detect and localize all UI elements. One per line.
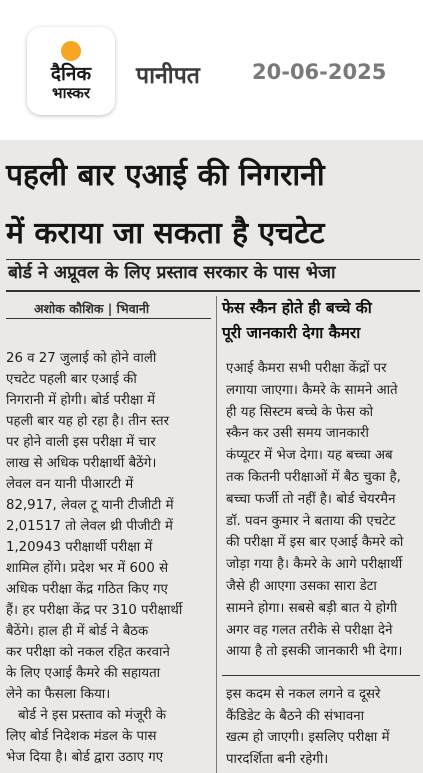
sidebar-body bbox=[226, 358, 422, 663]
body-line: के लिए एआई कैमरे की सहायता bbox=[6, 666, 161, 681]
right-column-continuation bbox=[226, 684, 422, 770]
sidebar-line: एआई कैमरा सभी परीक्षा केंद्रों पर bbox=[226, 361, 387, 376]
sidebar-heading-line: पूरी जानकारी देगा कैमरा bbox=[222, 324, 361, 342]
sidebar-line: लगाया जाएगा। कैमरे के सामने आते bbox=[226, 382, 398, 398]
sidebar-line: तक कितनी परीक्षाओं में बैठ चुका है, bbox=[226, 469, 401, 485]
sidebar-line: स्कैन कर उसी समय जानकारी bbox=[226, 426, 369, 442]
sidebar-bottom-rule bbox=[222, 675, 420, 676]
body-line: पारदर्शिता बनी रहेगी। bbox=[226, 751, 329, 767]
body-line: लिए बोर्ड निदेशक मंडल के पास bbox=[6, 729, 157, 744]
sidebar-line: बच्चा फर्जी तो नहीं है। बोर्ड चेयरमैन bbox=[226, 491, 396, 507]
body-line: भेज दिया है। बोर्ड द्वारा उठाए गए bbox=[6, 750, 164, 765]
body-line: 2,01517 तो लेवल थ्री पीजीटी में bbox=[6, 519, 173, 534]
sidebar-heading bbox=[222, 296, 422, 346]
body-line: 1,20943 परीक्षार्थी परीक्षा में bbox=[6, 540, 153, 555]
newspaper-clipping[interactable] bbox=[0, 140, 423, 773]
body-line: लेवल वन यानी पीआरटी में bbox=[6, 477, 134, 492]
body-line: बोर्ड ने इस प्रस्ताव को मंजूरी के bbox=[18, 708, 167, 723]
byline: अशोक कौशिक | भिवानी bbox=[34, 301, 150, 316]
sidebar-line: अगर वह गलत तरीके से परीक्षा देने bbox=[226, 622, 393, 638]
body-line: बैठेंगे। हाल ही में बोर्ड ने बैठक bbox=[6, 624, 149, 639]
app-header bbox=[0, 0, 423, 140]
sidebar-line: डॉ. पवन कुमार ने बताया की एचटेट bbox=[226, 513, 396, 529]
body-line: हैं। हर परीक्षा केंद्र पर 310 परीक्षार्थी bbox=[6, 603, 183, 618]
body-line: खत्म हो जाएगी। इसलिए परीक्षा में bbox=[226, 730, 390, 745]
byline-rule bbox=[6, 318, 211, 319]
column-divider bbox=[216, 296, 217, 773]
body-line: लेने का फैसला किया। bbox=[6, 687, 111, 702]
sidebar-heading-line: फेस स्कैन होते ही बच्चे की bbox=[222, 299, 372, 317]
body-line: इस कदम से नकल लगने व दूसरे bbox=[226, 687, 381, 702]
sidebar-line: आया है तो इसकी जानकारी भी देगा। bbox=[226, 644, 403, 660]
edition-city: पानीपत bbox=[136, 63, 200, 89]
body-line: 82,917, लेवल टू यानी टीजीटी में bbox=[6, 498, 174, 513]
headline-line-2: में कराया जा सकता है एचटेट bbox=[6, 216, 325, 251]
body-line: शामिल होंगे। प्रदेश भर में 600 से bbox=[6, 561, 169, 576]
body-line: पर होने वाली इस परीक्षा में चार bbox=[6, 435, 156, 450]
left-column-text bbox=[6, 348, 210, 768]
subheadline: बोर्ड ने अप्रूवल के लिए प्रस्ताव सरकार के पास भेजा bbox=[8, 263, 336, 283]
sidebar-line: ही यह सिस्टम बच्चे के फेस को bbox=[226, 404, 374, 420]
sidebar-line: की परीक्षा में इस बार एआई कैमरे को bbox=[226, 535, 404, 551]
headline-line-1: पहली बार एआई की निगरानी bbox=[6, 158, 325, 193]
body-line: अधिक परीक्षा केंद्र गठित किए गए bbox=[6, 582, 168, 597]
sidebar-line: कंप्यूटर में भेज देगा। यह बच्चा अब bbox=[226, 448, 393, 464]
edition-date: 20-06-2025 bbox=[252, 60, 387, 84]
body-line: कर परीक्षा को नकल रहित करवाने bbox=[6, 645, 170, 660]
sidebar-line: जैसे ही आएगा उसका सारा डेटा bbox=[226, 578, 377, 594]
body-line: लाख से अधिक परीक्षार्थी बैठेंगे। bbox=[6, 456, 157, 471]
body-line: निगरानी में होगी। बोर्ड परीक्षा में bbox=[6, 393, 156, 408]
logo-text-line1: दैनिक bbox=[50, 63, 92, 85]
dainik-bhaskar-logo[interactable] bbox=[27, 27, 115, 115]
body-line: कैंडिडेट के बैठने की संभावना bbox=[226, 708, 365, 724]
sun-icon bbox=[61, 41, 81, 61]
sidebar-line: सामने होगा। सबसे बड़ी बात ये होगी bbox=[226, 600, 398, 616]
body-line: पहली बार यह हो रहा है। तीन स्तर bbox=[6, 414, 170, 429]
sidebar-line: जोड़ा गया है। कैमरे के आगे परीक्षार्थी bbox=[226, 557, 403, 573]
rule-below-subhead bbox=[6, 290, 420, 292]
body-line: एचटेट पहली बार एआई की bbox=[6, 372, 137, 387]
body-line: 26 व 27 जुलाई को होने वाली bbox=[6, 351, 157, 366]
logo-text-line2: भास्कर bbox=[52, 84, 90, 102]
